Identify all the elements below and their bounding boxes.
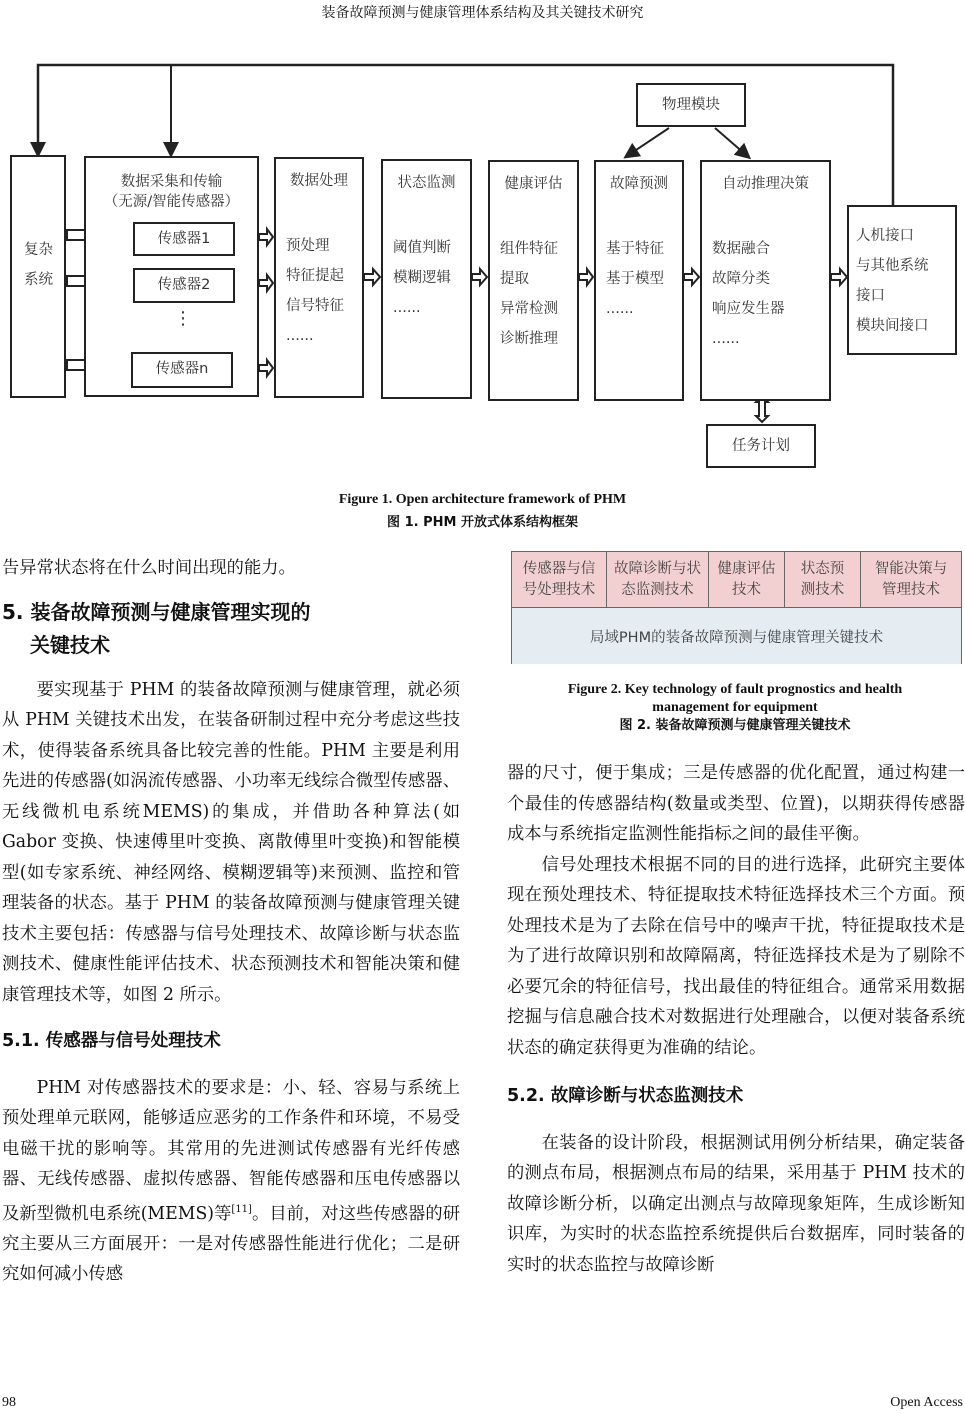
right-column: [507, 758, 965, 1280]
interface-item: 模块间接口: [856, 318, 929, 334]
monitoring-title: 状态监测: [397, 175, 456, 191]
physics-module-box: 物理模块: [636, 83, 746, 127]
cell-text: 状态预: [800, 560, 845, 577]
paragraph: 信号处理技术根据不同的目的进行选择，此研究主要体现在预处理技术、特征提取技术特征选择技术三个方面。预处理技术是为了去除在信号中的噪声干扰，特征提取技术是为了进行故障识别和故障隔离，特征选择技术是为了剔除不必要冗余的特征信号，找出最佳的特征组合。通常采用数据挖掘与信息融合技术对数据进行处理融合，以便对装备系统状态的确定获得更为准确的结论。: [507, 854, 965, 1058]
health-item: 异常检测: [500, 301, 558, 317]
subsection-heading: 5.2. 故障诊断与状态监测技术: [507, 1086, 744, 1106]
cell-text: 测技术: [800, 581, 845, 598]
sensor-2-box: 传感器2: [133, 268, 235, 303]
prognosis-item: 基于特征: [606, 241, 664, 257]
cell-text: 态监测技术: [621, 581, 694, 598]
acquisition-title: 数据采集和传输: [120, 174, 223, 190]
decision-title: 自动推理决策: [722, 176, 809, 192]
complex-system-label: 复杂: [24, 242, 53, 258]
running-header: 装备故障预测与健康管理体系结构及其关键技术研究: [321, 5, 644, 21]
health-title: 健康评估: [504, 176, 563, 192]
decision-item: 数据融合: [712, 241, 770, 257]
processing-item: 预处理: [286, 238, 330, 254]
decision-item: 故障分类: [712, 271, 770, 287]
fig2-cell-sensor: [512, 552, 607, 608]
paragraph: 要实现基于 PHM 的装备故障预测与健康管理，就必须从 PHM 关键技术出发，在装备研制过程中充分考虑这些技术，使得装备系统具备比较完善的性能。PHM 主要是利用先进的传感器(如涡流传感器、小功率无线综合微型传感器、无线微机电系统MEMS)的集成，并借助各种算法(如 Gabor 变换、快速傅里叶变换、离散傅里叶变换)和智能模型(如专家系统、神经网络、模糊逻辑等)来预测、监控和管理装备的状态。基于 PHM 的装备故障预测与健康管理关键技术主要包括：传感器与信号处理技术、故障诊断与状态监测技术、健康性能评估技术、状态预测技术和智能决策和健康管理技术等，如图 2 所示。: [2, 679, 460, 1005]
decision-item: ......: [712, 331, 740, 347]
prognosis-item: 基于模型: [606, 271, 664, 287]
prognosis-title: 故障预测: [610, 176, 668, 192]
paragraph: 告异常状态将在什么时间出现的能力。: [2, 558, 296, 578]
figure-2: [511, 551, 962, 664]
processing-box: [274, 157, 364, 398]
complex-system-label: 系统: [24, 272, 53, 288]
figure-2-caption-en: Figure 2. Key technology of fault prognostics and health: [567, 682, 903, 697]
section-heading-cont: 关键技术: [30, 632, 110, 657]
figure-2-caption: [505, 681, 965, 735]
fig2-cell-prediction: [785, 552, 861, 608]
sensor-n-box: 传感器n: [131, 352, 233, 388]
monitoring-box: [381, 159, 472, 399]
sensor-1-box: 传感器1: [133, 222, 235, 256]
interface-box: [847, 205, 957, 355]
interface-item: 与其他系统: [856, 258, 929, 274]
cell-text: 故障诊断与状: [614, 560, 701, 577]
processing-item: 特征提起: [286, 268, 344, 284]
paragraph-cont: 。目前，对这些传感器的研究主要从三方面展开：一是对传感器性能进行优化；二是研究如何减小传感: [2, 1203, 460, 1285]
figure-2-caption-en: management for equipment: [652, 700, 818, 715]
monitoring-item: 模糊逻辑: [393, 270, 451, 286]
health-item: 诊断推理: [500, 331, 558, 347]
decision-item: 响应发生器: [712, 301, 785, 317]
cell-text: 健康评估: [717, 560, 776, 577]
paragraph: 器的尺寸，便于集成；三是传感器的优化配置，通过构建一个最佳的传感器结构(数量或类型、位置)，以期获得传感器成本与系统指定监测性能指标之间的最佳平衡。: [507, 763, 965, 844]
citation[interactable]: [11]: [231, 1203, 252, 1215]
monitoring-item: ......: [393, 300, 421, 316]
health-item: 提取: [500, 271, 529, 287]
figure-1-caption-zh: 图 1. PHM 开放式体系结构框架: [387, 515, 578, 530]
cell-text: 技术: [732, 581, 761, 598]
figure-2-caption-zh: 图 2. 装备故障预测与健康管理关键技术: [619, 718, 851, 733]
sensor-ellipsis: ⋮: [174, 308, 192, 329]
monitoring-item: 阈值判断: [393, 240, 451, 256]
arrow-physics-decision: [715, 128, 745, 154]
prognosis-box: [594, 160, 684, 401]
paragraph: 在装备的设计阶段，根据测试用例分析结果，确定装备的测点布局，根据测点布局的结果，采用基于 PHM 技术的故障诊断分析，以确定出测点与故障现象矩阵，生成诊断知识库，为实时的状态监控系统提供后台数据库，同时装备的实时的状态监控与故障诊断: [507, 1132, 965, 1275]
prognosis-item: ......: [606, 301, 634, 317]
mission-plan-box: 任务计划: [706, 424, 816, 468]
health-item: 组件特征: [500, 241, 558, 257]
acquisition-subtitle: （无源/智能传感器）: [103, 194, 240, 210]
subsection-heading: 5.1. 传感器与信号处理技术: [2, 1031, 221, 1051]
processing-item: ......: [286, 328, 314, 344]
processing-item: 信号特征: [286, 298, 344, 314]
figure-1-caption-en: Figure 1. Open architecture framework of PHM: [338, 492, 627, 507]
cell-text: 号处理技术: [522, 581, 596, 598]
fig2-cell-decision: [861, 552, 961, 608]
paragraph: PHM 对传感器技术的要求是：小、轻、容易与系统上预处理单元联网，能够适应恶劣的工作条件和环境，不易受电磁干扰的影响等。其常用的先进测试传感器有光纤传感器、无线传感器、虚拟传感器、智能传感器和压电传感器以及新型微机电系统(MEMS)等: [2, 1077, 460, 1224]
journal-label: Open Access: [890, 1395, 963, 1410]
health-box: [488, 160, 579, 401]
cell-text: 智能决策与: [874, 560, 948, 577]
section-heading: 5. 装备故障预测与健康管理实现的: [2, 599, 311, 624]
fig2-cell-diagnosis: [607, 552, 709, 608]
cell-text: 传感器与信: [522, 560, 596, 577]
cell-text: 管理技术: [882, 581, 940, 598]
processing-title: 数据处理: [290, 173, 348, 189]
interface-item: 人机接口: [856, 228, 914, 244]
arrow-physics-prognosis: [630, 128, 669, 154]
interface-item: 接口: [856, 288, 885, 304]
page-number: 98: [2, 1395, 16, 1410]
complex-system-box: [10, 155, 66, 398]
fig2-cell-health: [709, 552, 785, 608]
decision-box: [700, 160, 831, 401]
left-column: [2, 553, 460, 1290]
fig2-base: 局域PHM的装备故障预测与健康管理关键技术: [512, 608, 961, 664]
